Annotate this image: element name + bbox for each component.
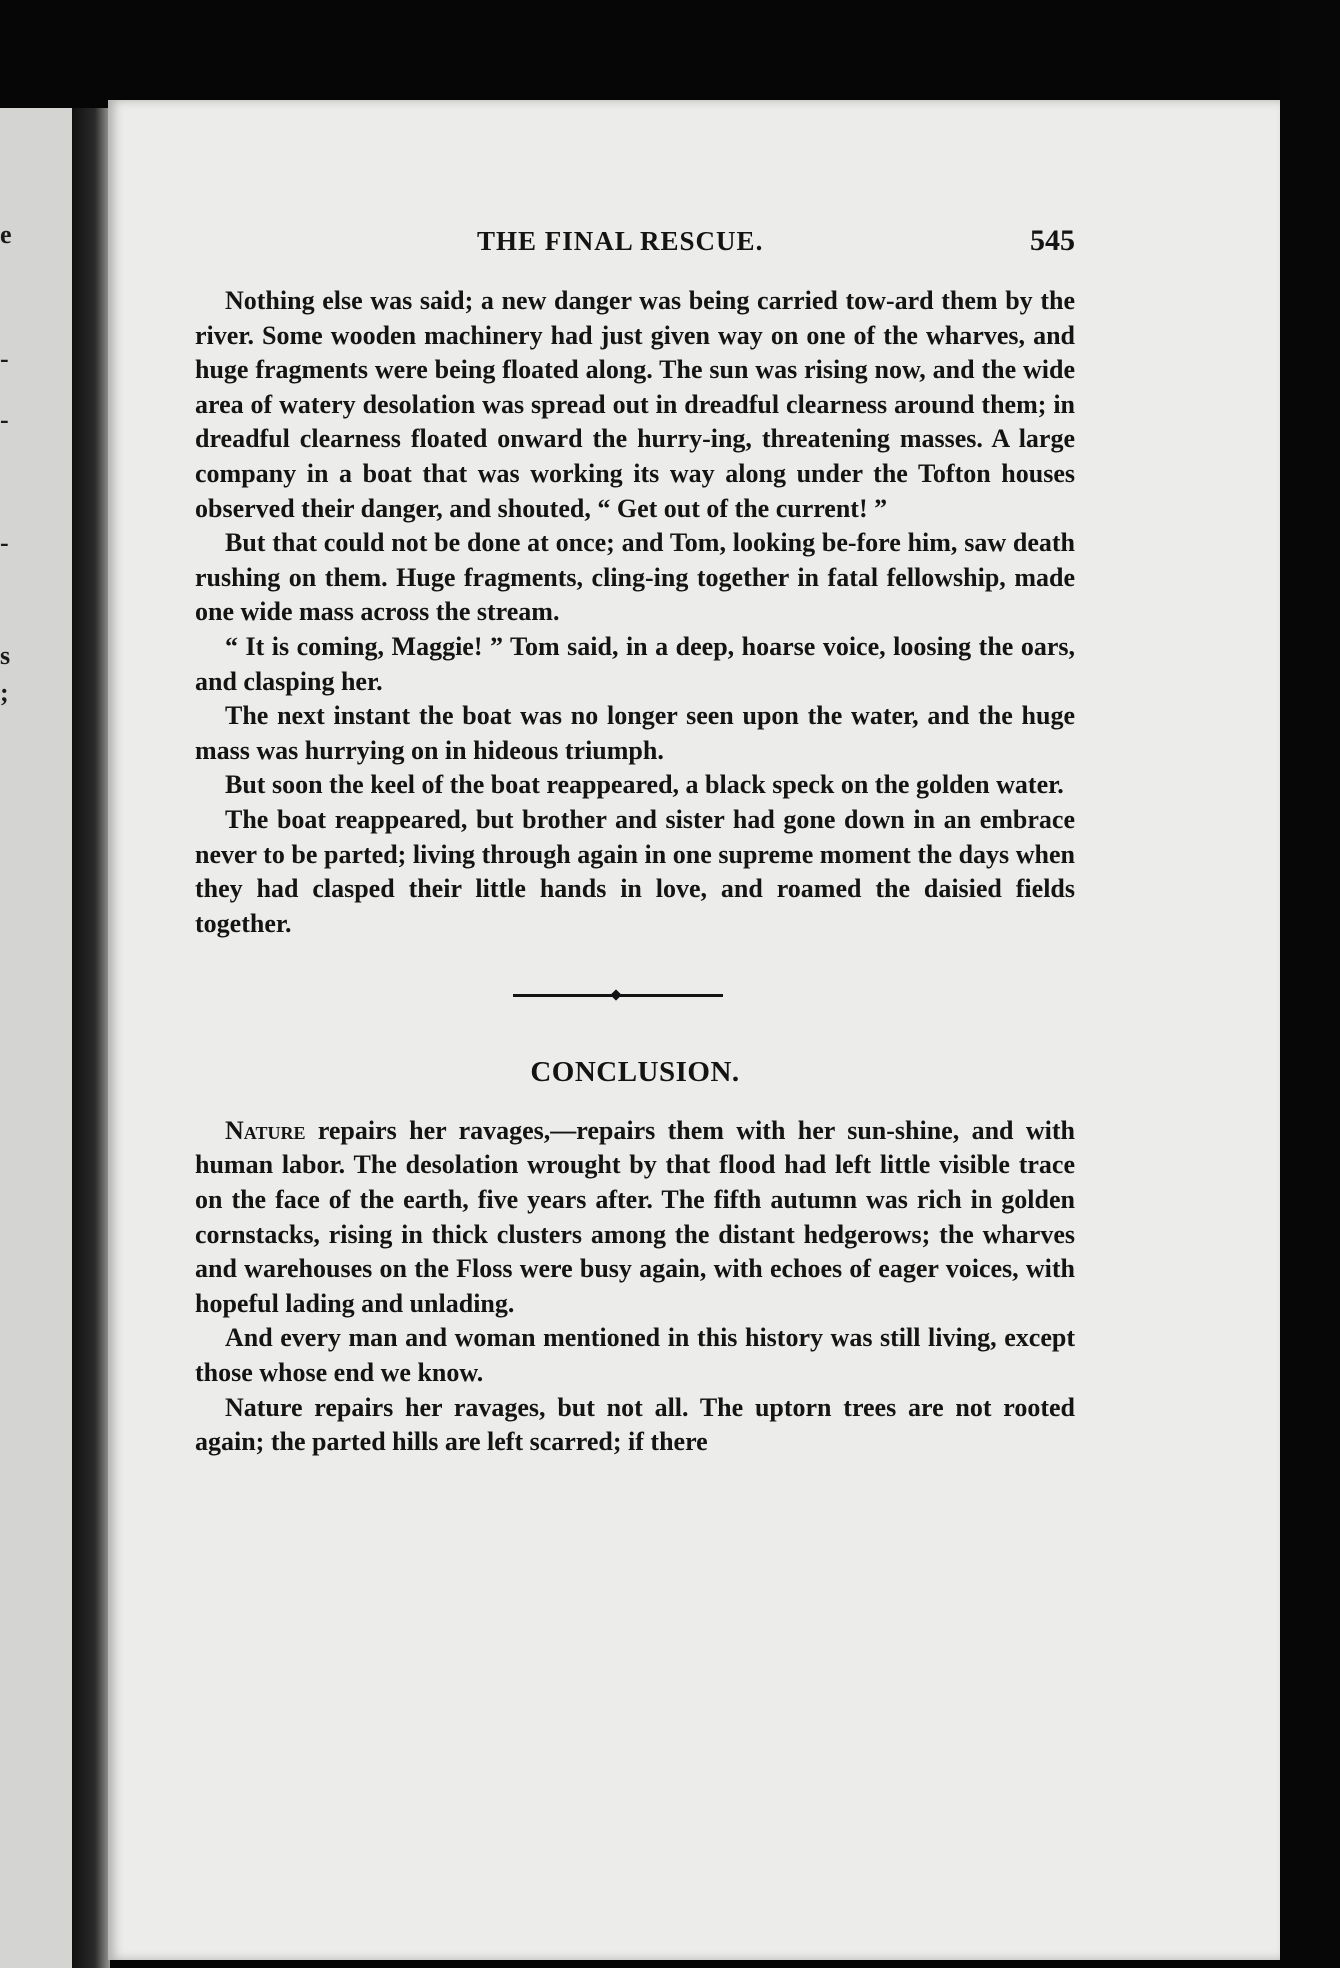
paragraph: Nothing else was said; a new danger was being carried tow-ard them by the river. Some wooden machinery had just given way on one of the wharves, and huge fragments were being floated along. The sun was rising now, and the wide area of watery desolation was spread out in dreadful clearness around them; in dreadful clearness floated onward the hurry-ing, threatening masses. A large company in a boat that was working its way along under the Tofton houses observed their danger, and shouted, “ Get out of the current! ”: [195, 286, 1075, 523]
facing-page-fragment: -: [0, 405, 9, 434]
paragraph: And every man and woman mentioned in this history was still living, except those whose end we know.: [195, 1323, 1075, 1388]
scan-background: [1280, 0, 1340, 1968]
paragraph: But soon the keel of the boat reappeared, a black speck on the golden water.: [225, 770, 1064, 800]
paragraph: But that could not be done at once; and Tom, looking be-fore him, saw death rushing on them. Huge fragments, cling-ing together in fatal fellowship, made one wide mass across the stream.: [195, 528, 1075, 627]
facing-page-fragment: e: [0, 220, 12, 249]
lead-word: Nature: [225, 1115, 306, 1145]
running-head: [195, 226, 1075, 270]
section-heading: CONCLUSION.: [530, 1056, 740, 1089]
facing-page-fragment: ;: [0, 678, 9, 707]
paragraph: Nature repairs her ravages, but not all. The uptorn trees are not rooted again; the parted hills are left scarred; if there: [195, 1392, 1075, 1457]
paragraph-text: repairs her ravages,—repairs them with her sun-shine, and with human labor. The desolation wrought by that flood had left little visible trace on the face of the earth, five years after. The fifth autumn was rich in golden cornstacks, rising in thick clusters among the distant hedgerows; the wharves and warehouses on the Floss were busy again, with echoes of eager voices, with hopeful lading and unlading.: [195, 1115, 1075, 1318]
facing-page-fragment: -: [0, 344, 9, 373]
page-number: 545: [1030, 224, 1075, 257]
facing-page-edge: [0, 108, 72, 1968]
paragraph: The boat reappeared, but brother and sister had gone down in an embrace never to be parted; living through again in one supreme moment the days when they had clasped their little hands in love, and roamed the daisied fields together.: [195, 804, 1075, 938]
divider-ornament: [610, 990, 621, 1001]
body-text: [195, 284, 1075, 1460]
section-divider: [513, 991, 723, 999]
paragraph: [195, 1114, 1075, 1322]
facing-page-fragment: s: [0, 641, 11, 670]
paragraph: The next instant the boat was no longer seen upon the water, and the huge mass was hurrying on in hideous triumph.: [195, 701, 1075, 765]
running-title: THE FINAL RESCUE.: [477, 226, 764, 256]
facing-page-fragment: -: [0, 528, 9, 557]
binding-gutter: [72, 108, 110, 1968]
paragraph: “ It is coming, Maggie! ” Tom said, in a deep, hoarse voice, loosing the oars, and clasping her.: [195, 631, 1075, 696]
